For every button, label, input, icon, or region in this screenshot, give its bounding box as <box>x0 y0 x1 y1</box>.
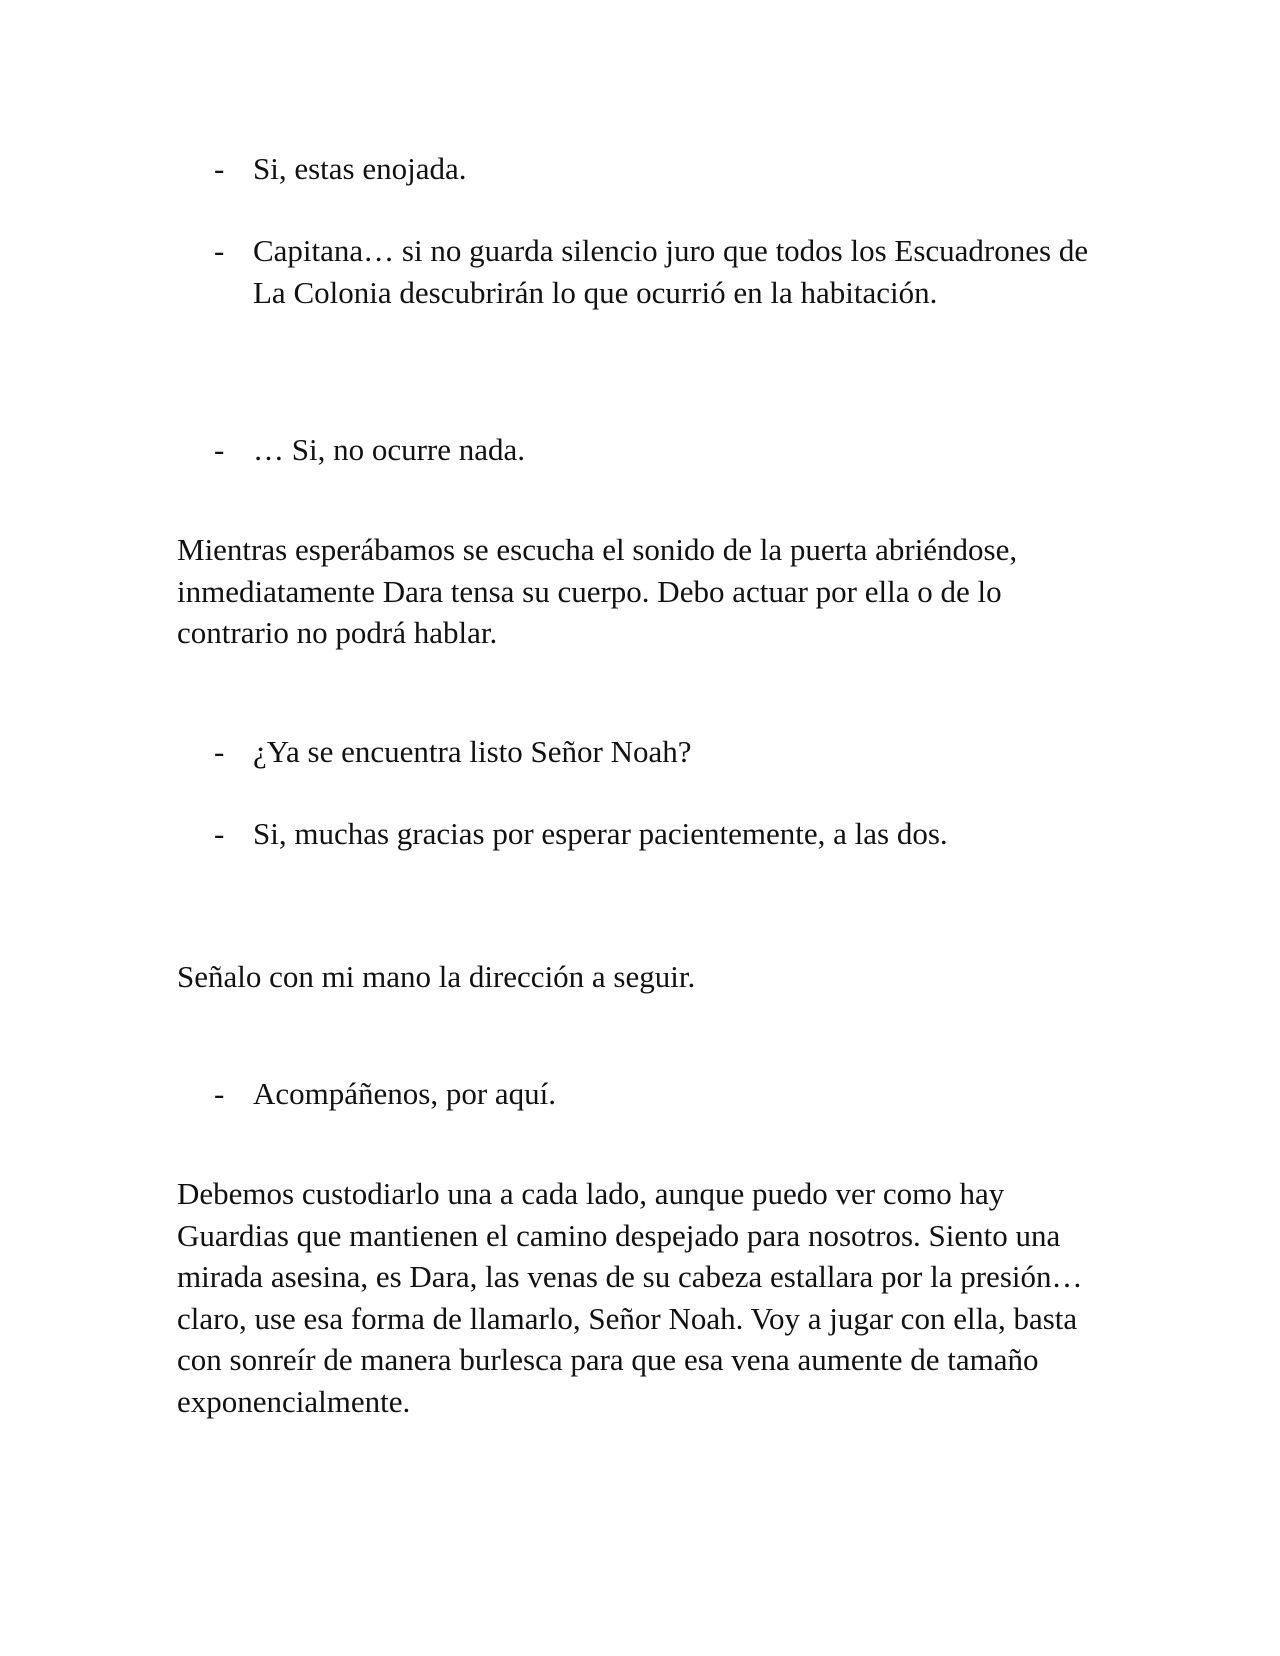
dialogue-text: Capitana… si no guarda silencio juro que todos los Escuadrones de La Colonia descubrirán lo que ocurrió en la habitación. <box>253 233 1089 310</box>
narrative-paragraph: Debemos custodiarlo una a cada lado, aunque puedo ver como hay Guardias que mantienen el camino despejado para nosotros. Siento una mirada asesina, es Dara, las venas de su cabeza estallara por la presión… claro, use esa forma de llamarlo, Señor Noah. Voy a jugar con ella, basta con sonreír de manera burlesca para que esa vena aumente de tamaño exponencialmente. <box>177 1176 1083 1419</box>
dialogue-text: Si, estas enojada. <box>253 151 467 186</box>
dialogue-dash: - <box>214 233 225 268</box>
dialogue-text: … Si, no ocurre nada. <box>253 432 526 467</box>
dialogue-dash: - <box>214 734 225 769</box>
dialogue-text: Acompáñenos, por aquí. <box>253 1076 557 1111</box>
narrative-paragraph: Señalo con mi mano la dirección a seguir. <box>177 959 696 994</box>
dialogue-dash: - <box>214 1076 225 1111</box>
narrative-paragraph: Mientras esperábamos se escucha el sonido de la puerta abriéndose, inmediatamente Dara tensa su cuerpo. Debo actuar por ella o de lo contrario no podrá hablar. <box>177 532 1018 650</box>
dialogue-text: ¿Ya se encuentra listo Señor Noah? <box>253 734 692 769</box>
dialogue-dash: - <box>214 816 225 851</box>
dialogue-dash: - <box>214 151 225 186</box>
dialogue-dash: - <box>214 432 225 467</box>
dialogue-text: Si, muchas gracias por esperar pacientemente, a las dos. <box>253 816 948 851</box>
